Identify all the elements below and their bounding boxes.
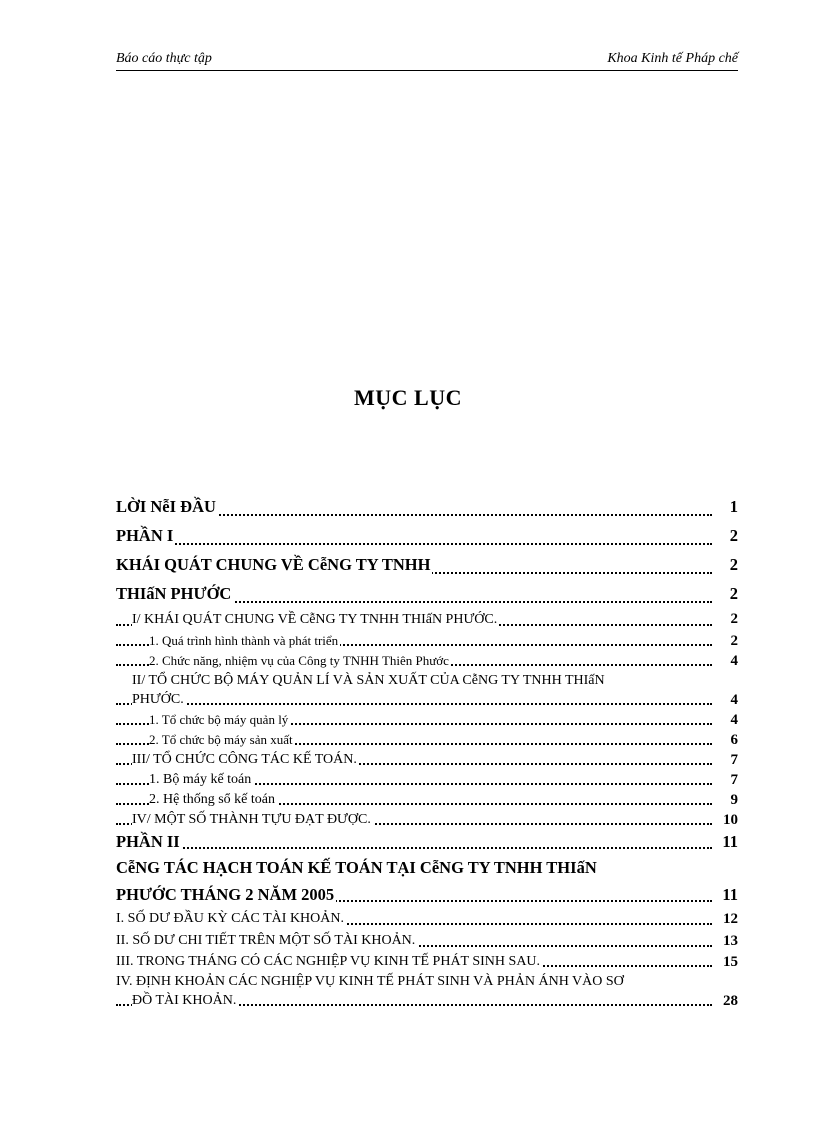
toc-entry-page: 7	[730, 752, 738, 768]
toc-entry-page: 6	[730, 732, 738, 748]
page-title: MỤC LỤC	[354, 385, 462, 410]
toc-entry-text: LỜI NễI ĐẦU	[116, 497, 216, 516]
toc-entry-page: 4	[730, 653, 738, 669]
toc-entry-section-2-2[interactable]	[116, 730, 738, 750]
toc-entry-page: 15	[723, 954, 738, 970]
toc-entry-section-3-2[interactable]	[116, 790, 738, 810]
toc-entry-section-1-2[interactable]	[116, 651, 738, 671]
dot-leader	[116, 703, 712, 705]
toc-entry-section-1-1[interactable]	[116, 631, 738, 651]
toc-entry-text: IV/ MỘT SỐ THÀNH TỰU ĐẠT ĐƯỢC.	[132, 812, 371, 827]
toc-entry-text: KHÁI QUÁT CHUNG VỀ CễNG TY TNHH	[116, 555, 431, 574]
toc-entry-text: III/ TỔ CHỨC CÔNG TÁC KẾ TOÁN.	[132, 752, 357, 767]
toc-entry-page: 1	[728, 492, 738, 521]
header-left-text: Báo cáo thực tập	[116, 51, 212, 66]
toc-entry-text: 1. Bộ máy kế toán	[149, 772, 252, 787]
table-of-contents	[116, 492, 738, 1011]
toc-entry-part2-section-2[interactable]	[116, 930, 738, 952]
toc-entry-text: ĐỒ TÀI KHOẢN.	[132, 993, 237, 1008]
toc-entry-page: 4	[730, 712, 738, 728]
toc-entry-text: II. SỐ DƯ CHI TIẾT TRÊN MỘT SỐ TÀI KHOẢN.	[116, 933, 416, 948]
toc-entry-page: 7	[730, 772, 738, 788]
toc-entry-line-2	[116, 690, 738, 710]
toc-entry-text-line-1: IV. ĐỊNH KHOẢN CÁC NGHIỆP VỤ KINH TẾ PHÁT SINH VÀ PHẢN ÁNH VÀO SƠ	[116, 974, 624, 989]
toc-entry-text-line-1: CễNG TÁC HẠCH TOÁN KẾ TOÁN TẠI CễNG TY TNHH THIấN	[116, 858, 597, 877]
toc-entry-text: PHƯỚC.	[132, 692, 184, 707]
header-right-text: Khoa Kinh tế Pháp chế	[607, 51, 738, 66]
toc-entry-section-3[interactable]	[116, 750, 738, 770]
toc-entry-page: 11	[720, 830, 738, 854]
toc-entry-line-2	[116, 991, 738, 1011]
toc-entry-section-1[interactable]	[116, 608, 738, 631]
toc-entry-section-4[interactable]	[116, 810, 738, 830]
toc-entry-text: 2. Tổ chức bộ máy sản xuất	[149, 732, 293, 747]
toc-entry-section-2-1[interactable]	[116, 710, 738, 730]
toc-entry-cong-tac-hach-toan[interactable]	[116, 854, 738, 908]
toc-entry-khai-quat[interactable]	[116, 550, 738, 579]
toc-entry-thien-phuoc[interactable]	[116, 579, 738, 608]
toc-entry-page: 12	[721, 908, 738, 930]
toc-entry-loi-noi-dau[interactable]	[116, 492, 738, 521]
toc-entry-text: PHẦN I	[116, 526, 174, 545]
toc-entry-section-3-1[interactable]	[116, 770, 738, 790]
toc-entry-phan-2[interactable]	[116, 830, 738, 854]
toc-entry-line-2	[116, 881, 738, 908]
header-divider	[116, 70, 738, 71]
toc-entry-page: 2	[729, 608, 739, 631]
toc-entry-page: 2	[728, 550, 738, 579]
toc-entry-text: 2. Hệ thống sổ kế toán	[149, 792, 275, 807]
toc-entry-text: I/ KHÁI QUÁT CHUNG VỀ CễNG TY TNHH THIấN PHƯỚC.	[132, 612, 498, 627]
toc-entry-phan-1[interactable]	[116, 521, 738, 550]
toc-entry-page: 2	[728, 521, 738, 550]
toc-entry-part2-section-4[interactable]	[116, 972, 738, 1011]
toc-entry-page: 28	[723, 993, 738, 1009]
toc-entry-page: 2	[728, 579, 738, 608]
toc-entry-text-line-1: II/ TỔ CHỨC BỘ MÁY QUẢN LÍ VÀ SẢN XUẤT CỦA CễNG TY TNHH THIấN	[132, 673, 605, 688]
toc-entry-text: III. TRONG THÁNG CÓ CÁC NGHIỆP VỤ KINH TẾ PHÁT SINH SAU.	[116, 954, 541, 969]
toc-entry-text: THIấN PHƯỚC	[116, 584, 232, 603]
toc-entry-page: 2	[730, 633, 738, 649]
toc-entry-part2-section-3[interactable]	[116, 952, 738, 972]
dot-leader	[116, 543, 712, 545]
toc-entry-part2-section-1[interactable]	[116, 908, 738, 930]
toc-entry-text: 2. Chức năng, nhiệm vụ của Công ty TNHH Thiên Phước	[149, 653, 449, 668]
page-header	[116, 51, 738, 69]
toc-entry-page: 4	[730, 692, 738, 708]
toc-entry-page: 10	[723, 812, 738, 828]
toc-entry-text: I. SỐ DƯ ĐẦU KỲ CÁC TÀI KHOẢN.	[116, 911, 344, 926]
toc-entry-text: 1. Quá trình hình thành và phát triển	[149, 633, 339, 648]
toc-entry-section-2[interactable]	[116, 671, 738, 710]
toc-entry-text: PHƯỚC THÁNG 2 NĂM 2005	[116, 885, 335, 904]
toc-entry-text: PHẦN II	[116, 832, 180, 851]
toc-entry-page: 9	[730, 792, 738, 808]
toc-entry-page: 13	[721, 930, 738, 952]
toc-entry-page: 11	[720, 881, 738, 908]
toc-entry-text: 1. Tổ chức bộ máy quản lý	[149, 712, 289, 727]
dot-leader	[116, 847, 712, 849]
